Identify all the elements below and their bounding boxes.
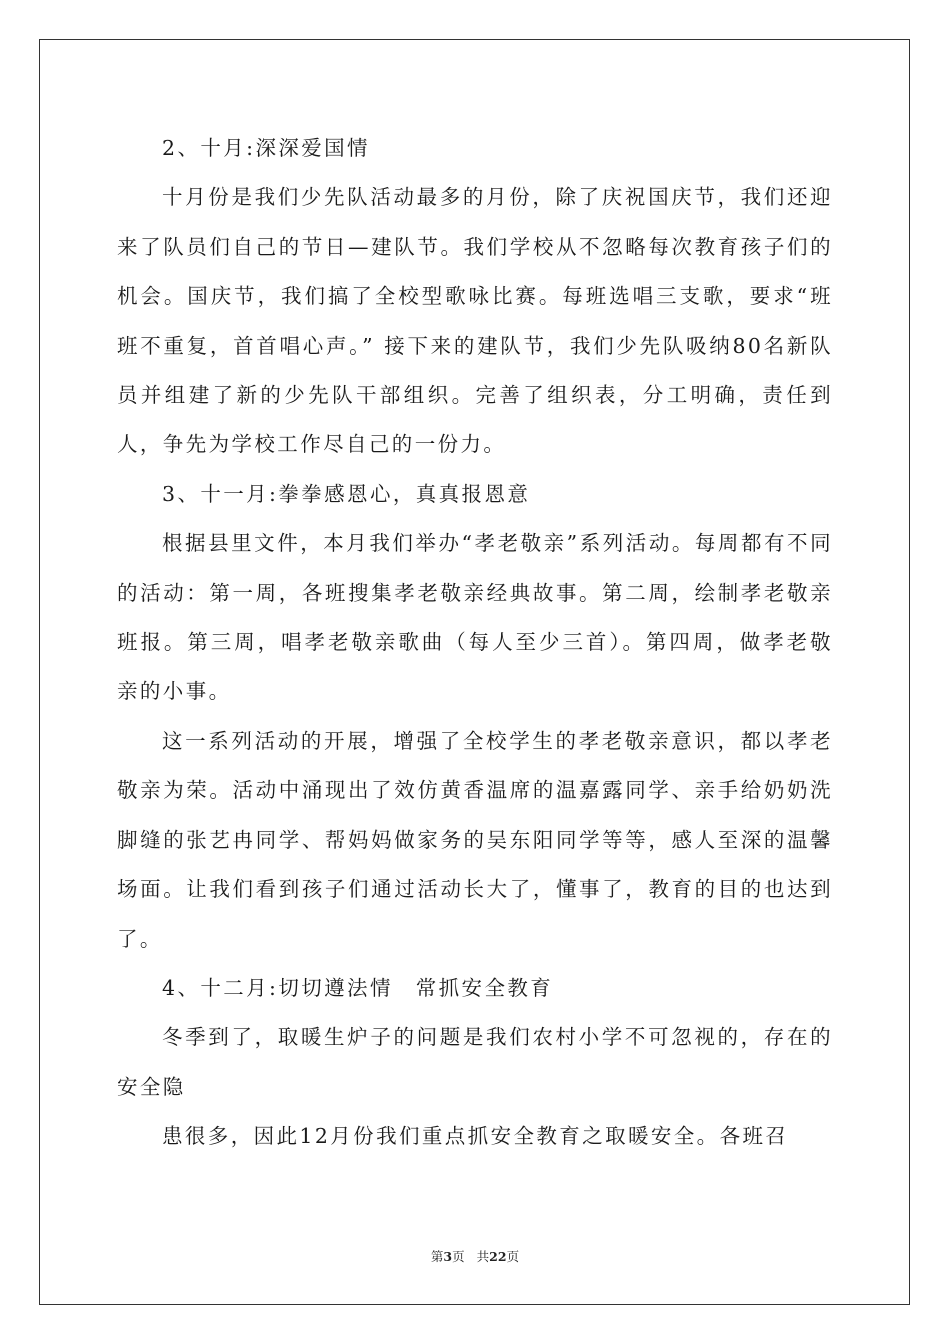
paragraph-december-continued: 患很多，因此12月份我们重点抓安全教育之取暖安全。各班召 <box>162 1124 789 1149</box>
section-heading-november: 3、十一月:拳拳感恩心，真真报恩意 <box>162 481 531 506</box>
section-heading-december: 4、十二月:切切遵法情 常抓安全教育 <box>162 975 554 1000</box>
footer-page-word: 页 <box>452 1249 465 1264</box>
section-heading-october: 2、十月:深深爱国情 <box>162 136 370 160</box>
paragraph-november-activities: 根据县里文件，本月我们举办“孝老敬亲”系列活动。每周都有不同的活动：第一周，各班搜集孝老敬亲经典故事。第二周，绘制孝老敬亲班报。第三周，唱孝老敬亲歌曲（每人至少三首）。第四周，做孝老敬亲的小事。 <box>117 531 833 704</box>
footer-prefix: 第 <box>430 1249 444 1264</box>
current-page-number: 3 <box>443 1249 453 1264</box>
total-page-count: 22 <box>489 1249 507 1264</box>
footer-total-suffix: 页 <box>506 1249 520 1264</box>
page-footer <box>0 1247 950 1265</box>
document-body <box>117 124 833 1162</box>
footer-total-prefix: 共 <box>476 1249 490 1264</box>
paragraph-october: 十月份是我们少先队活动最多的月份，除了庆祝国庆节，我们还迎来了队员们自己的节日—建队节。我们学校从不忽略每次教育孩子们的机会。国庆节，我们搞了全校型歌咏比赛。每班选唱三支歌，要求“班班不重复，首首唱心声。” 接下来的建队节，我们少先队吸纳80名新队员并组建了新的少先队干部组织。完善了组织表，分工明确，责任到人，争先为学校工作尽自己的一份力。 <box>117 185 833 457</box>
paragraph-december-intro: 冬季到了，取暖生炉子的问题是我们农村小学不可忽视的，存在的安全隐 <box>117 1025 833 1099</box>
paragraph-november-results: 这一系列活动的开展，增强了全校学生的孝老敬亲意识，都以孝老敬亲为荣。活动中涌现出了效仿黄香温席的温嘉露同学、亲手给奶奶洗脚缝的张艺冉同学、帮妈妈做家务的吴东阳同学等等，感人至深的温馨场面。让我们看到孩子们通过活动长大了，懂事了，教育的目的也达到了。 <box>117 728 833 951</box>
